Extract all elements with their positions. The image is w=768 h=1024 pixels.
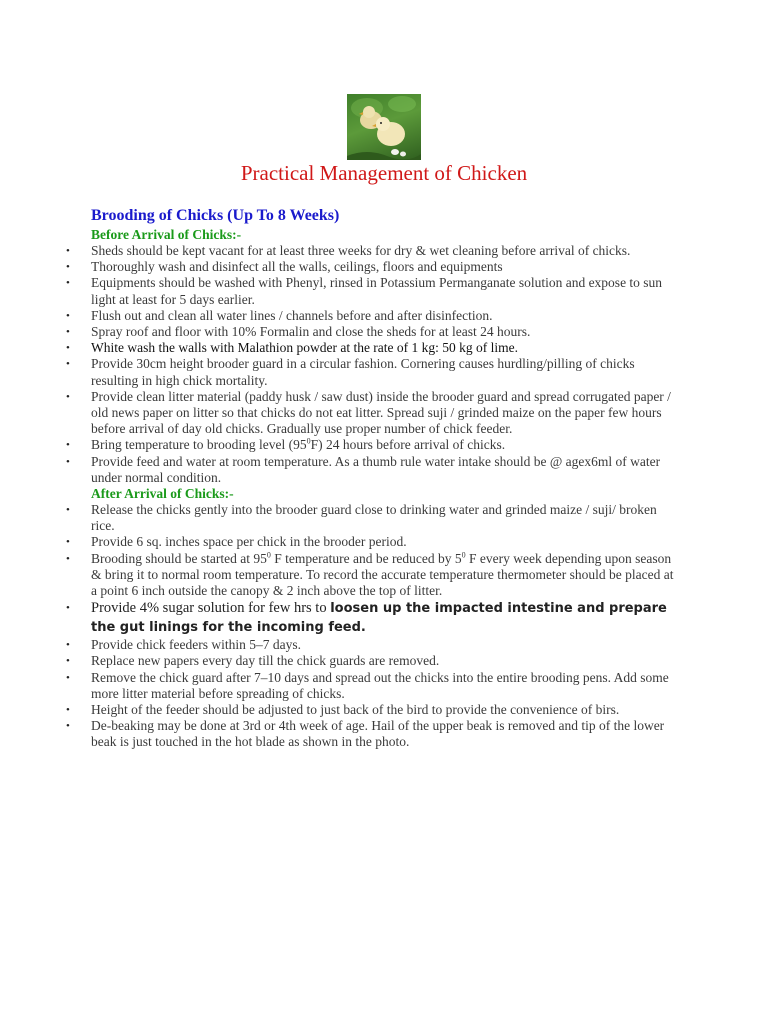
section-heading: Brooding of Chicks (Up To 8 Weeks)	[91, 207, 340, 224]
list-item: • Provide chick feeders within 5–7 days.	[0, 637, 768, 653]
text-fragment: Bring temperature to brooding level (95	[91, 437, 307, 453]
list-item	[0, 437, 768, 453]
text-fragment: F temperature and be reduced by 5	[270, 550, 462, 566]
after-arrival-list	[0, 502, 768, 751]
document-body	[0, 227, 768, 751]
list-item	[0, 599, 768, 637]
before-arrival-heading: Before Arrival of Chicks:-	[91, 227, 242, 242]
list-item: • Provide feed and water at room temperature. As a thumb rule water intake should be @ agex6ml of water under normal condition.	[0, 454, 768, 486]
superscript: 0	[266, 550, 271, 560]
text-fragment: F) 24 hours before arrival of chicks.	[310, 437, 506, 453]
list-item	[0, 551, 768, 600]
list-item: • Sheds should be kept vacant for at least three weeks for dry & wet cleaning before arrival of chicks.	[0, 243, 768, 259]
chicks-photo	[347, 94, 421, 160]
superscript: 0	[306, 436, 311, 446]
list-item: • Equipments should be washed with Phenyl, rinsed in Potassium Permanganate solution and expose to sun light at least for 5 days earlier.	[0, 275, 768, 307]
page-title: Practical Management of Chicken	[240, 161, 528, 185]
text-fragment: Brooding should be started at 95	[91, 550, 267, 566]
list-item: • Provide 6 sq. inches space per chick in the brooder period.	[0, 534, 768, 550]
list-item: • Provide clean litter material (paddy husk / saw dust) inside the brooder guard and spread corrugated paper / old news paper on litter so that chicks do not eat litter. Spread suji / grinded maize on the paper few hours before arrival of day old chicks. Gradually use proper number of chick feeder.	[0, 389, 768, 438]
list-item: • Release the chicks gently into the brooder guard close to drinking water and grinded maize / suji/ broken rice.	[0, 502, 768, 534]
text-fragment: F every week depending upon season & bring it to normal room temperature. To record the accurate temperature thermometer should be placed at a point 6 inch outside the canopy & 2 inch above the top of litter.	[91, 550, 674, 599]
list-item: • White wash the walls with Malathion powder at the rate of 1 kg: 50 kg of lime.	[0, 340, 768, 356]
superscript: 0	[461, 550, 466, 560]
before-arrival-list	[0, 243, 768, 486]
list-item: • Spray roof and floor with 10% Formalin and close the sheds for at least 24 hours.	[0, 324, 768, 340]
list-item: • Flush out and clean all water lines / channels before and after disinfection.	[0, 308, 768, 324]
list-item: • Thoroughly wash and disinfect all the walls, ceilings, floors and equipments	[0, 259, 768, 275]
text-fragment: Provide 4% sugar solution for few hrs to	[91, 600, 331, 617]
bold-text: loosen up the impacted intestine and prepare the gut linings for the incoming feed.	[91, 601, 667, 636]
list-item: • Height of the feeder should be adjusted to just back of the bird to provide the convenience of birs.	[0, 702, 768, 718]
list-item: • De-beaking may be done at 3rd or 4th week of age. Hail of the upper beak is removed and tip of the lower beak is just touched in the hot blade as shown in the photo.	[0, 718, 768, 750]
list-item: • Replace new papers every day till the chick guards are removed.	[0, 653, 768, 669]
list-item: • Remove the chick guard after 7–10 days and spread out the chicks into the entire brooding pens. Add some more litter material before spreading of chicks.	[0, 670, 768, 702]
after-arrival-heading: After Arrival of Chicks:-	[91, 486, 234, 502]
list-item: • Provide 30cm height brooder guard in a circular fashion. Cornering causes hurdling/pilling of chicks resulting in high chick mortality.	[0, 356, 768, 388]
